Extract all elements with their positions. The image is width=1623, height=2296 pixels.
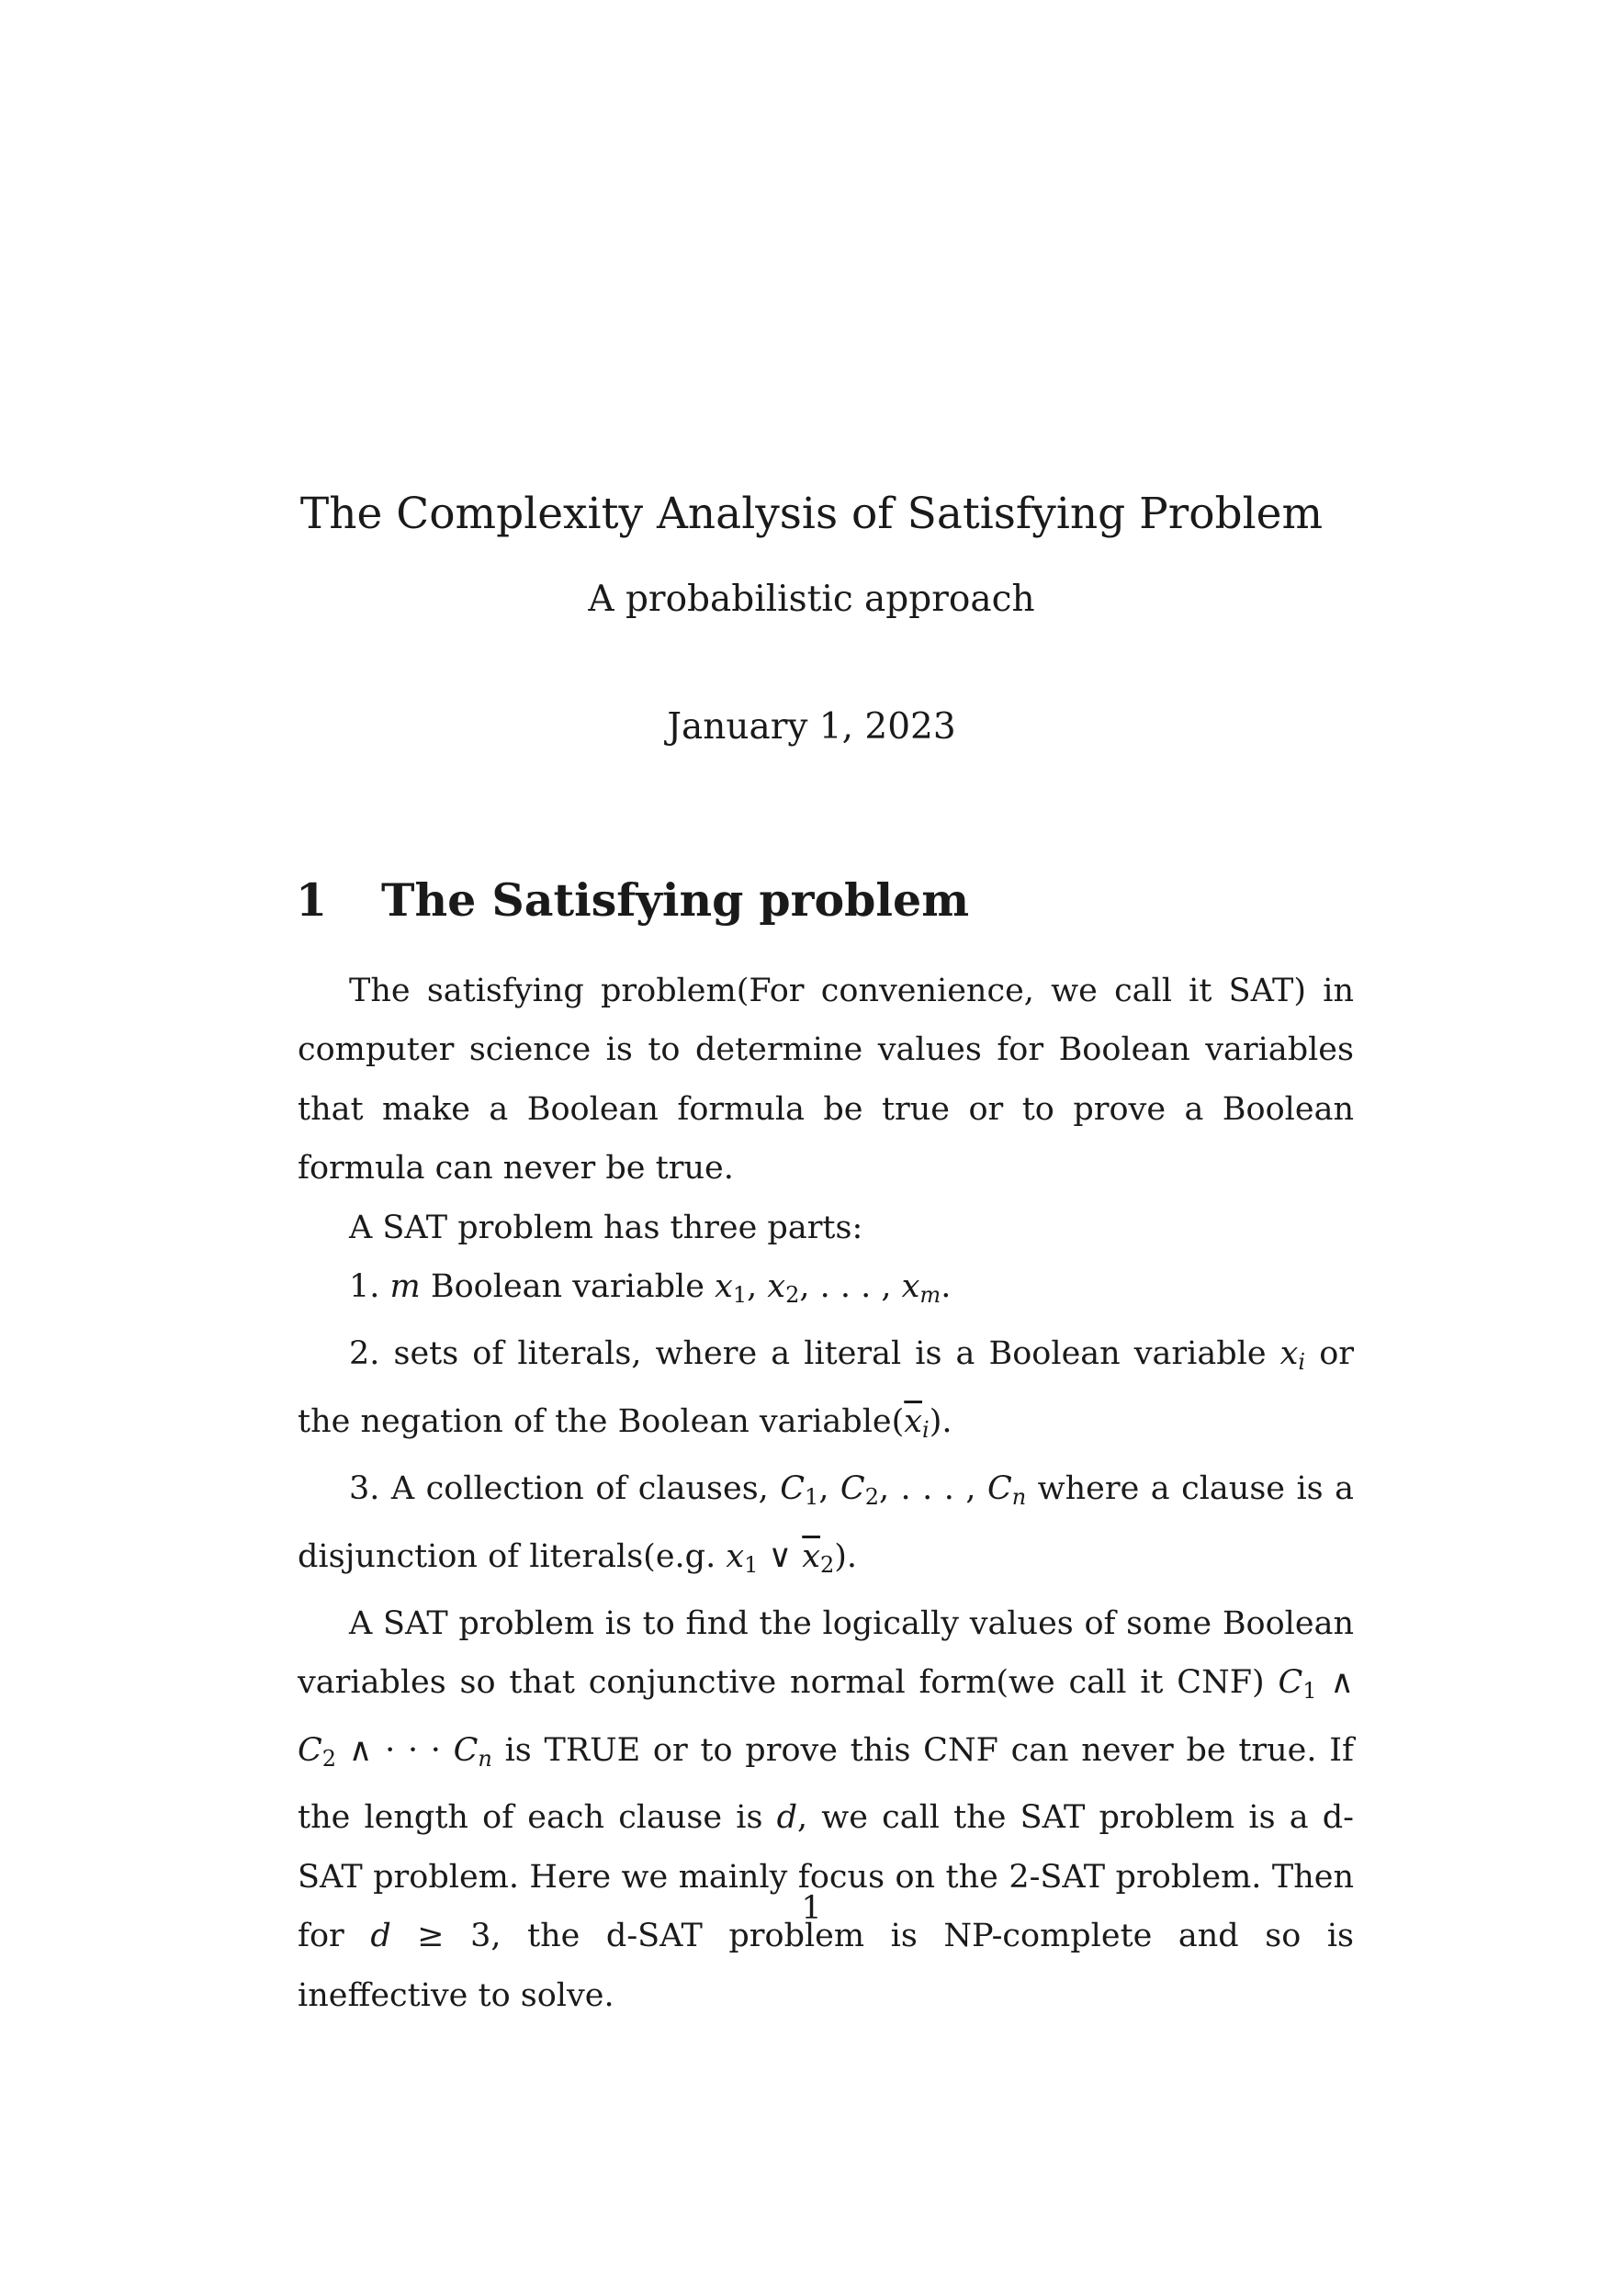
- paragraph-definition: A SAT problem is to find the logically values of some Boolean variables so that conjunctive normal form(we call it CNF) $C_1$ ∧ $C_2$ ∧ · · · Cn is TRUE or to prove this CNF can never be true. If the length of each clause is d, we call the SAT problem is a d-SAT problem. Here we mainly focus on the 2-SAT problem. Then for d ≥ 3, the d-SAT problem is NP-complete and so is ineffective to solve.: [298, 1605, 1354, 2014]
- list-item-1-number: 1.: [349, 1268, 380, 1306]
- list-item-3-text-a: 3. A collection of clauses,: [349, 1470, 769, 1508]
- section-body: [298, 962, 1354, 2025]
- list-item-1-text: Boolean variable: [430, 1268, 704, 1306]
- list-item-2-text-b: or the negation of the Boolean variable(: [298, 1335, 1354, 1440]
- paragraph-definition-a: A SAT problem is to find the logically values of some Boolean variables so that conjunctive normal form(we call it CNF): [298, 1605, 1354, 1702]
- list-item-1: 1. m Boolean variable $x_1$, $x_2$, . . . , xm.: [349, 1268, 952, 1309]
- section-heading: [296, 863, 969, 937]
- section-title: The Satisfying problem: [381, 873, 970, 927]
- paragraph-intro: The satisfying problem(For convenience, we call it SAT) in computer science is to determine values for Boolean variables that make a Boolean formula be true or to prove a Boolean formula can never be true.: [298, 973, 1354, 1187]
- section-number: 1: [296, 873, 328, 927]
- paper-date: January 1, 2023: [667, 706, 956, 748]
- paragraph-definition-c: we call the SAT problem is a d-SAT problem. Here we mainly focus on the 2-SAT problem. Then for: [298, 1799, 1354, 1955]
- paragraph-definition-b: is TRUE or to prove this CNF can never be true. If the length of each clause is: [298, 1731, 1354, 1837]
- paragraph-parts-intro: A SAT problem has three parts:: [349, 1209, 863, 1246]
- paper-subtitle: A probabilistic approach: [588, 579, 1035, 620]
- list-item-3-text-b: where a clause is a disjunction of literals(e.g.: [298, 1470, 1354, 1575]
- list-item-3: 3. A collection of clauses, $C_1$, $C_2$, . . . , Cn where a clause is a disjunction of literals(e.g. $x_1$ ∨ $\overline{x}_2$).: [298, 1470, 1354, 1578]
- list-item-2: 2. sets of literals, where a literal is a Boolean variable xi or the negation of the Boolean $variable(\overline{x}i)$.: [298, 1335, 1354, 1443]
- list-item-2-text-a: 2. sets of literals, where a literal is a Boolean variable: [349, 1335, 1267, 1373]
- paper-title: The Complexity Analysis of Satisfying Problem: [299, 489, 1324, 539]
- page-number: 1: [801, 1890, 822, 1927]
- paragraph-definition-d: the d-SAT problem is NP-complete and so is ineffective to solve.: [298, 1918, 1354, 2014]
